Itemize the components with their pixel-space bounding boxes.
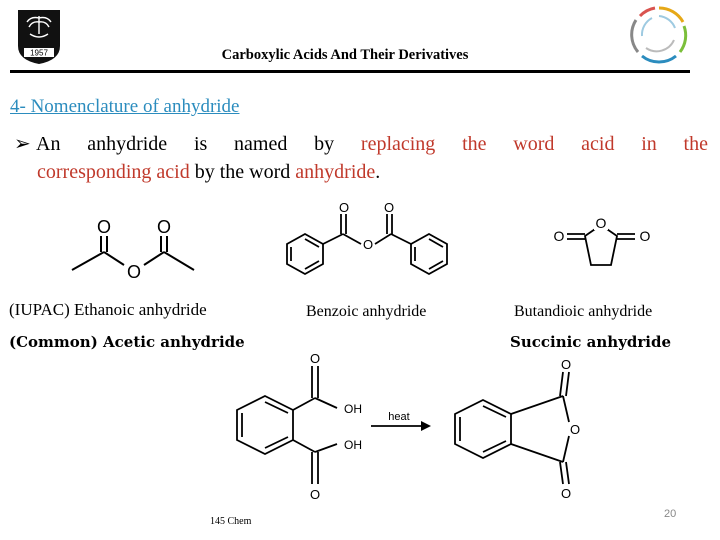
benzoic-anhydride-label: Benzoic anhydride [306, 303, 427, 320]
bullet-point-continuation: corresponding acid by the word anhydride. [37, 161, 381, 183]
header-divider [10, 70, 690, 73]
ethanoic-anhydride-label: (IUPAC) Ethanoic anhydride [9, 300, 207, 319]
acetic-anhydride-label: (Common) Acetic anhydride [9, 333, 245, 351]
svg-text:O: O [362, 237, 374, 252]
acetic-anhydride-structure [60, 210, 200, 290]
phthalic-reaction-scheme [205, 350, 605, 505]
page-number: 20 [664, 508, 677, 520]
page-title: Carboxylic Acids And Their Derivatives [221, 47, 469, 63]
svg-text:O: O [560, 357, 572, 372]
svg-text:O: O [553, 228, 565, 244]
heat-label: heat [388, 411, 410, 423]
svg-text:O: O [639, 228, 651, 244]
svg-text:O: O [338, 200, 350, 215]
svg-text:O: O [595, 215, 607, 231]
svg-text:O: O [383, 200, 395, 215]
butandioic-anhydride-label: Butandioic anhydride [514, 303, 653, 320]
bullet-point: ➢ An anhydride is named by replacing the word acid in the [14, 130, 708, 158]
svg-text:O: O [560, 486, 572, 501]
section-heading: 4- Nomenclature of anhydride [10, 96, 240, 117]
svg-text:O: O [156, 217, 172, 237]
arrow-bullet-icon: ➢ [14, 133, 31, 155]
svg-text:OH: OH [344, 402, 362, 416]
logo-year: 1957 [30, 48, 48, 58]
svg-text:O: O [96, 217, 112, 237]
svg-text:O: O [126, 262, 142, 282]
svg-text:OH: OH [344, 438, 362, 452]
succinic-anhydride-structure [545, 210, 670, 280]
svg-text:O: O [309, 487, 321, 502]
svg-text:O: O [309, 351, 321, 366]
course-code: 145 Chem [210, 516, 252, 527]
succinic-anhydride-label: Succinic anhydride [510, 333, 672, 351]
svg-text:O: O [569, 422, 581, 437]
benzoic-anhydride-structure [275, 198, 465, 290]
